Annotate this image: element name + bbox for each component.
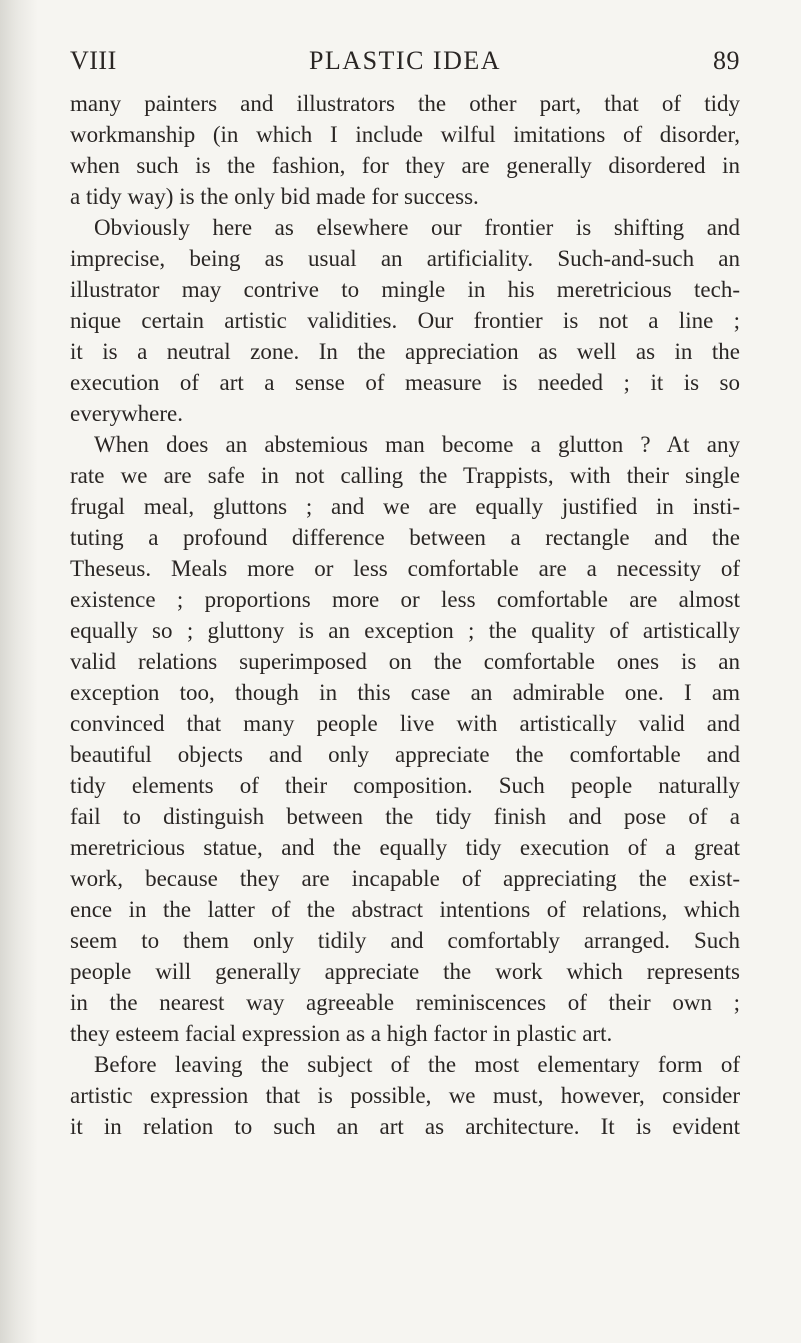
text-line: Theseus. Meals more or less comfortable are a necessity of [70, 556, 740, 581]
running-title: PLASTIC IDEA [308, 46, 502, 75]
text-line: exception too, though in this case an admirable one. I am [70, 680, 740, 705]
body-text [70, 88, 740, 1142]
text-line: equally so ; gluttony is an exception ; the quality of artistically [70, 618, 740, 643]
text-line: When does an abstemious man become a glutton ? At any [94, 432, 740, 457]
text-line: existence ; proportions more or less comfortable are almost [70, 587, 740, 612]
text-line: a tidy way) is the only bid made for success. [70, 184, 479, 209]
text-line: frugal meal, gluttons ; and we are equally justified in insti- [70, 494, 740, 519]
text-line: execution of art a sense of measure is needed ; it is so [70, 370, 740, 395]
text-line: many painters and illustrators the other part, that of tidy [70, 91, 740, 116]
text-line: work, because they are incapable of appreciating the exist- [70, 866, 740, 891]
text-line: it is a neutral zone. In the appreciation as well as in the [70, 339, 740, 364]
text-line: seem to them only tidily and comfortably arranged. Such [70, 928, 740, 953]
book-page [70, 0, 740, 1343]
text-line: Before leaving the subject of the most elementary form of [94, 1052, 740, 1077]
text-line: meretricious statue, and the equally tidy execution of a great [70, 835, 740, 860]
page-number: 89 [713, 46, 740, 75]
running-head [70, 46, 740, 86]
chapter-number: VIII [70, 46, 117, 75]
text-line: convinced that many people live with artistically valid and [70, 711, 740, 736]
text-line: people will generally appreciate the work which represents [70, 959, 740, 984]
text-line: everywhere. [70, 401, 184, 426]
text-line: illustrator may contrive to mingle in his meretricious tech- [70, 277, 740, 302]
text-line: nique certain artistic validities. Our frontier is not a line ; [70, 308, 740, 333]
text-line: fail to distinguish between the tidy finish and pose of a [70, 804, 740, 829]
page-gutter-shadow [0, 0, 38, 1343]
text-line: tuting a profound difference between a rectangle and the [70, 525, 740, 550]
text-line: artistic expression that is possible, we must, however, consider [70, 1083, 740, 1108]
text-line: rate we are safe in not calling the Trappists, with their single [70, 463, 740, 488]
text-line: it in relation to such an art as architecture. It is evident [70, 1114, 740, 1139]
text-line: beautiful objects and only appreciate the comfortable and [70, 742, 740, 767]
text-line: Obviously here as elsewhere our frontier is shifting and [94, 215, 740, 240]
text-line: ence in the latter of the abstract intentions of relations, which [70, 897, 740, 922]
text-line: tidy elements of their composition. Such people naturally [70, 773, 740, 798]
text-line: workmanship (in which I include wilful imitations of disorder, [70, 122, 740, 147]
text-line: valid relations superimposed on the comfortable ones is an [70, 649, 740, 674]
text-line: imprecise, being as usual an artificiality. Such-and-such an [70, 246, 740, 271]
text-line: they esteem facial expression as a high factor in plastic art. [70, 1021, 613, 1046]
text-line: in the nearest way agreeable reminiscences of their own ; [70, 990, 740, 1015]
text-line: when such is the fashion, for they are generally disordered in [70, 153, 740, 178]
